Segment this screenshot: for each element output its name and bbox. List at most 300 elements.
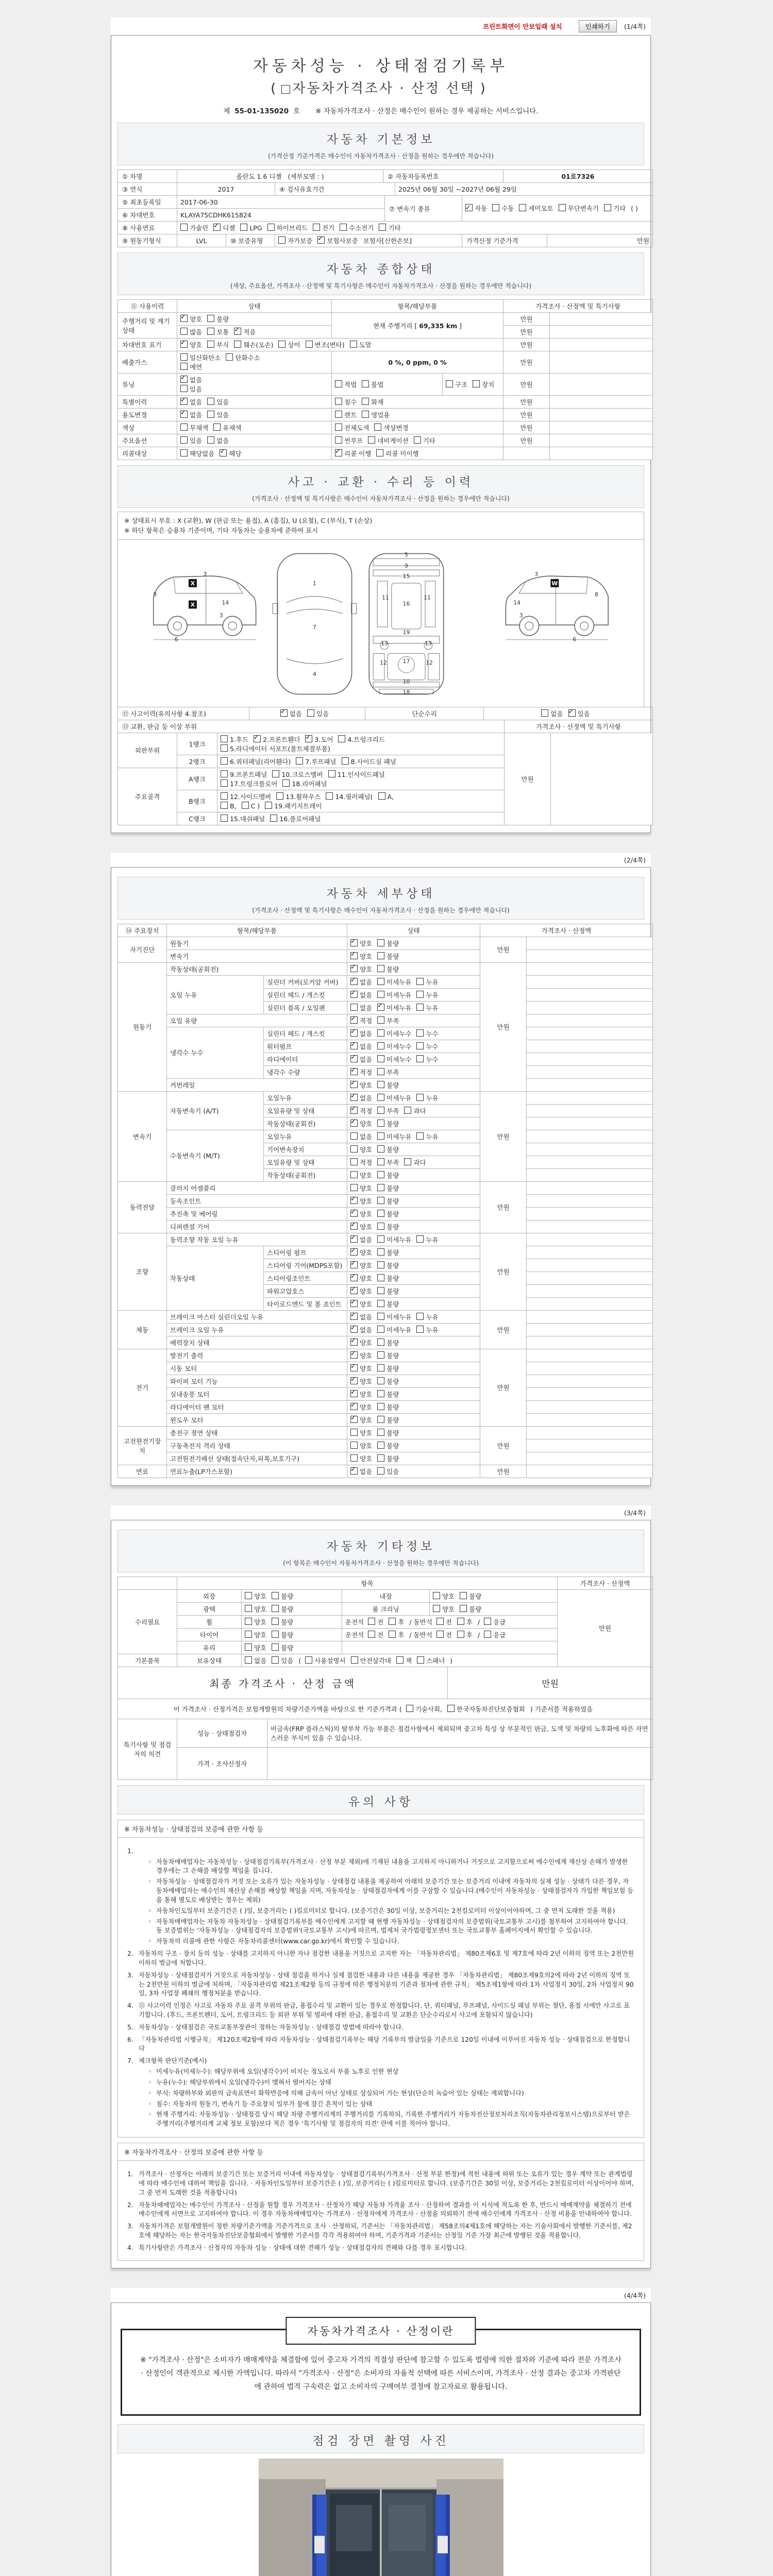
checkbox-전기[interactable] [313, 224, 320, 231]
checkbox-후[interactable] [457, 1631, 464, 1638]
checkbox-양호[interactable] [350, 1390, 358, 1397]
checkbox-영업용[interactable] [362, 411, 369, 418]
vin: KLAYA75CDHK615824 [177, 209, 385, 222]
checkbox-있음[interactable] [307, 709, 314, 717]
checkbox-자가보증[interactable] [278, 236, 285, 244]
checkbox-무채색[interactable] [180, 423, 188, 431]
checkbox-없음[interactable] [245, 1656, 252, 1664]
price-unit: 만원 [480, 1181, 527, 1233]
checkbox-부족[interactable] [377, 1016, 384, 1024]
checkbox-없음[interactable] [350, 1029, 358, 1037]
checkbox-후[interactable] [389, 1631, 396, 1638]
car-diagram-svg [144, 544, 618, 703]
amount-cell [527, 1117, 653, 1130]
checkbox-label: 2.프론트휀더 [263, 735, 300, 743]
checkbox-label: 10.크로스멤버 [281, 770, 323, 778]
checkbox-전[interactable] [436, 1631, 444, 1638]
checkbox-양호[interactable] [350, 1184, 358, 1191]
checkbox-도말[interactable] [350, 341, 357, 348]
current-mileage: 현재 주행거리 [ 69,335 km ] [332, 313, 503, 338]
checkbox-불량[interactable] [377, 1197, 384, 1204]
checkbox-불량[interactable] [272, 1643, 279, 1651]
checkbox-label: 불량 [386, 1248, 399, 1257]
checkbox-없음[interactable] [207, 436, 214, 444]
checkbox-양호[interactable] [350, 952, 358, 959]
checkbox-일산화탄소[interactable] [180, 353, 188, 361]
checkbox-없음[interactable] [350, 1042, 358, 1049]
checkbox-과다[interactable] [404, 1158, 411, 1165]
state-options [347, 1297, 480, 1310]
checkbox-label: 한국자동차진단보증협회 [457, 1705, 525, 1713]
checkbox-양호[interactable] [245, 1618, 252, 1625]
checkbox-한국자동차진단보증협회[interactable] [447, 1705, 455, 1712]
checkbox-리콜 이행[interactable] [335, 449, 342, 456]
checkbox-기타[interactable] [414, 436, 421, 444]
checkbox-누유[interactable] [416, 1326, 424, 1333]
checkbox-11.인사이드패널[interactable] [328, 770, 335, 777]
checkbox-있음[interactable] [207, 411, 214, 418]
checkbox-후[interactable] [389, 1618, 396, 1625]
checkbox-부식[interactable] [207, 341, 214, 348]
checkbox-양호[interactable] [350, 1274, 358, 1281]
checkbox-미세누유[interactable] [377, 1094, 384, 1101]
checkbox-유채색[interactable] [213, 423, 221, 431]
checkbox-기타[interactable] [379, 224, 386, 231]
checkbox-양호[interactable] [350, 1416, 358, 1423]
fuel-options [177, 222, 653, 234]
checkbox-누유[interactable] [416, 1313, 424, 1320]
checkbox-없음[interactable] [350, 1132, 358, 1140]
sub-item-label: 실린더 블록 / 오일팬 [264, 1001, 347, 1014]
checkbox-2.프론트휀더[interactable] [254, 735, 261, 742]
checkbox-14.필러패널([interactable] [326, 792, 333, 800]
checkbox-스패너[interactable] [417, 1656, 424, 1664]
checkbox-보통[interactable] [207, 328, 214, 335]
checkbox-양호[interactable] [350, 1377, 358, 1384]
checkbox-label: 양호 [360, 1261, 373, 1269]
checkbox-양호[interactable] [350, 1454, 358, 1462]
checkbox-불량[interactable] [272, 1618, 279, 1625]
checkbox-불량[interactable] [272, 1605, 279, 1612]
checkbox-label: 응급 [493, 1631, 506, 1639]
amount-cell [527, 937, 653, 950]
checkbox-양호[interactable] [350, 939, 358, 946]
checkbox-불량[interactable] [377, 1390, 384, 1397]
checkbox-양호[interactable] [350, 1261, 358, 1268]
checkbox-양호[interactable] [180, 315, 188, 322]
checkbox-불량[interactable] [377, 1248, 384, 1256]
checkbox-가솔린[interactable] [180, 224, 188, 231]
checkbox-미세누유[interactable] [377, 1235, 384, 1243]
checkbox-없음[interactable] [350, 991, 358, 998]
checkbox-불량[interactable] [207, 315, 214, 322]
checkbox-후[interactable] [457, 1618, 464, 1625]
checkbox-누유[interactable] [416, 991, 424, 998]
checkbox-자동차가격조사 · 산정 선택[interactable] [281, 85, 290, 94]
item-label: 배력장치 상태 [167, 1336, 347, 1349]
checkbox-안전삼각대[interactable] [351, 1656, 358, 1664]
checkbox-없음[interactable] [180, 411, 188, 418]
checkbox-양호[interactable] [350, 1364, 358, 1371]
checkbox-불량[interactable] [272, 1592, 279, 1599]
checkbox-불량[interactable] [377, 1261, 384, 1268]
checkbox-수소전기[interactable] [340, 224, 347, 231]
checkbox-label: 후 [466, 1631, 473, 1639]
checkbox-적정[interactable] [350, 1158, 358, 1165]
note-item: 7. 체크항목 판단기준(예시) [127, 2057, 207, 2065]
checkbox-불량[interactable] [377, 952, 384, 959]
checkbox-장치[interactable] [473, 380, 480, 387]
checkbox-양호[interactable] [350, 1081, 358, 1088]
state-options [347, 1143, 480, 1156]
checkbox-적정[interactable] [350, 1068, 358, 1075]
panel-number: 12 [380, 659, 387, 666]
checkbox-양호[interactable] [350, 1120, 358, 1127]
checkbox-부족[interactable] [377, 1068, 384, 1075]
checkbox-없음[interactable] [350, 1326, 358, 1333]
checkbox-label: 없음 [360, 1029, 373, 1038]
detail-row [118, 1181, 653, 1194]
checkbox-부족[interactable] [377, 1158, 384, 1165]
checkbox-16.플로어패널[interactable] [270, 815, 277, 822]
checkbox-불량[interactable] [377, 1364, 384, 1371]
checkbox-label: 후 [398, 1631, 405, 1639]
checkbox-수동[interactable] [492, 204, 499, 211]
checkbox-label: 미세누유 [386, 1094, 412, 1102]
checkbox-있음[interactable] [568, 709, 576, 717]
checkbox-기타[interactable] [604, 204, 611, 211]
checkbox-5.라디에이터 서포트(볼트체결부품)[interactable] [221, 744, 228, 752]
checkbox-없음[interactable] [350, 1094, 358, 1101]
checkbox-미세누유[interactable] [377, 1326, 384, 1333]
checkbox-보험사보증[interactable] [317, 236, 325, 244]
checkbox-label: 16.플로어패널 [279, 815, 321, 823]
checkbox-미세누수[interactable] [377, 1029, 384, 1037]
checkbox-양호[interactable] [245, 1631, 252, 1638]
checkbox-없음[interactable] [541, 709, 548, 717]
checkbox-18.리어패널[interactable] [282, 779, 290, 787]
checkbox-누유[interactable] [416, 1004, 424, 1011]
checkbox-없음[interactable] [350, 1313, 358, 1320]
checkbox-없음[interactable] [180, 376, 188, 383]
checkbox-C )[interactable] [242, 802, 249, 809]
checkbox-label: 불량 [386, 1338, 399, 1347]
checkbox-탄화수소[interactable] [226, 353, 233, 361]
checkbox-미세누유[interactable] [377, 1132, 384, 1140]
checkbox-없음[interactable] [280, 709, 288, 717]
checkbox-label: 불량 [216, 315, 229, 323]
print-button[interactable]: 인쇄하기 [579, 20, 617, 32]
checkbox-불량[interactable] [377, 1403, 384, 1410]
checkbox-없음[interactable] [180, 398, 188, 405]
checkbox-양호[interactable] [350, 1338, 358, 1346]
panel-number: 8 [153, 591, 157, 598]
state-options [347, 1336, 480, 1349]
amount-cell [527, 1272, 653, 1284]
checkbox-자동[interactable] [465, 204, 473, 211]
checkbox-양호[interactable] [245, 1643, 252, 1651]
checkbox-훼손(오손)[interactable] [234, 341, 241, 348]
checkbox-화재[interactable] [362, 398, 369, 405]
detail-row [118, 1375, 653, 1387]
checkbox-label: 양호 [254, 1592, 267, 1600]
panel-number: 10 [402, 678, 410, 685]
checkbox-누유[interactable] [416, 1132, 424, 1140]
checkbox-누유[interactable] [416, 1235, 424, 1243]
checkbox-불량[interactable] [377, 1145, 384, 1153]
checkbox-label: 누수 [426, 1055, 439, 1063]
checkbox-잭[interactable] [396, 1656, 404, 1664]
checkbox-label: 불량 [386, 1171, 399, 1179]
checkbox-미세누수[interactable] [377, 1042, 384, 1049]
checkbox-양호[interactable] [350, 965, 358, 972]
checkbox-없음[interactable] [350, 978, 358, 985]
checkbox-13.휠하우스[interactable] [276, 792, 283, 800]
checkbox-7.루프패널[interactable] [296, 757, 303, 765]
checkbox-A,[interactable] [378, 792, 385, 800]
checkbox-불량[interactable] [377, 1377, 384, 1384]
checkbox-썬루프[interactable] [335, 436, 342, 444]
checkbox-LPG[interactable] [240, 224, 247, 231]
inspection-valid-period: 2025년 06월 30일 ~2027년 06월 29일 [395, 183, 653, 196]
checkbox-응급[interactable] [484, 1618, 491, 1625]
checkbox-미세누유[interactable] [377, 991, 384, 998]
checkbox-적정[interactable] [350, 1107, 358, 1114]
checkbox-15.대쉬패널[interactable] [221, 815, 228, 822]
checkbox-8.사이드실 패널[interactable] [342, 757, 349, 765]
amount-cell [527, 1336, 653, 1349]
checkbox-양호[interactable] [350, 1287, 358, 1294]
detail-row [118, 1130, 653, 1143]
checkbox-label: 양호 [360, 1390, 373, 1398]
amount-cell [527, 1349, 653, 1362]
checkbox-양호[interactable] [350, 1442, 358, 1449]
checkbox-10.크로스멤버[interactable] [272, 770, 279, 777]
checkbox-적법[interactable] [335, 380, 342, 387]
checkbox-label: 하이브리드 [276, 224, 308, 232]
checkbox-해당[interactable] [220, 449, 227, 456]
amount-cell [527, 1156, 653, 1168]
checkbox-양호[interactable] [350, 1145, 358, 1153]
checkbox-불량[interactable] [377, 1223, 384, 1230]
checkbox-미세누수[interactable] [377, 1055, 384, 1062]
checkbox-양호[interactable] [245, 1605, 252, 1612]
checkbox-응급[interactable] [484, 1631, 491, 1638]
checkbox-미세누유[interactable] [377, 1004, 384, 1011]
checkbox-불량[interactable] [377, 939, 384, 946]
checkbox-불량[interactable] [377, 1274, 384, 1281]
checkbox-양호[interactable] [350, 1210, 358, 1217]
checkbox-없음[interactable] [350, 1235, 358, 1243]
amount-cell [527, 1310, 653, 1323]
checkbox-label: 양호 [360, 1364, 373, 1372]
checkbox-label: 사용설명서 [314, 1656, 346, 1665]
checkbox-전[interactable] [368, 1631, 375, 1638]
checkbox-세미오토[interactable] [519, 204, 526, 211]
checkbox-불량[interactable] [272, 1631, 279, 1638]
checkbox-label: 17.트렁크플로어 [230, 779, 278, 788]
sub-item-label: 작동상태(공회전) [264, 1168, 347, 1181]
checkbox-양호[interactable] [433, 1592, 440, 1599]
checkbox-불량[interactable] [377, 1120, 384, 1127]
checkbox-색상변경[interactable] [374, 423, 381, 431]
page-2 [111, 867, 651, 1486]
checkbox-1.후드[interactable] [221, 735, 228, 742]
checkbox-있음[interactable] [377, 1467, 384, 1475]
checkbox-있음[interactable] [272, 1656, 279, 1664]
checkbox-구조[interactable] [446, 380, 453, 387]
checkbox-불량[interactable] [377, 1351, 384, 1359]
sub-item-label: 오일누유 [264, 1091, 347, 1104]
checkbox-누수[interactable] [416, 1042, 424, 1049]
checkbox-누수[interactable] [416, 1055, 424, 1062]
checkbox-불량[interactable] [377, 1210, 384, 1217]
amount-cell [527, 1181, 653, 1194]
checkbox-label: 누수 [426, 1029, 439, 1038]
checkbox-네비게이션[interactable] [368, 436, 375, 444]
checkbox-불량[interactable] [377, 1416, 384, 1423]
checkbox-변조(변타)[interactable] [306, 341, 313, 348]
checkbox-label: 불량 [386, 1223, 399, 1231]
option-text: / [477, 1631, 480, 1639]
checkbox-label: 응급 [493, 1618, 506, 1626]
checkbox-19.패키지트레이[interactable] [265, 802, 272, 809]
checkbox-해당없음[interactable] [180, 449, 188, 456]
option-text: 보험사[신한손보] [363, 237, 412, 245]
checkbox-있음[interactable] [180, 436, 188, 444]
checkbox-누수[interactable] [416, 1029, 424, 1037]
checkbox-누유[interactable] [416, 1094, 424, 1101]
checkbox-label: 없음 [190, 398, 203, 406]
checkbox-불량[interactable] [377, 1338, 384, 1346]
checkbox-양호[interactable] [350, 1223, 358, 1230]
amount-cell [527, 1439, 653, 1452]
checkbox-label: 자동 [475, 204, 488, 212]
checkbox-9.프론트패널[interactable] [221, 770, 228, 777]
checkbox-label: 양호 [190, 341, 203, 349]
checkbox-미세누유[interactable] [377, 978, 384, 985]
sub-item-label: 오일누유 [264, 1130, 347, 1143]
checkbox-양호[interactable] [350, 1429, 358, 1436]
checkbox-label: 양호 [442, 1605, 455, 1613]
checkbox-12.사이드멤버[interactable] [221, 792, 228, 800]
checkbox-있음[interactable] [207, 398, 214, 405]
checkbox-많음[interactable] [180, 328, 188, 335]
checkbox-디젤[interactable] [213, 224, 221, 231]
checkbox-불량[interactable] [377, 1184, 384, 1191]
checkbox-사용설명서[interactable] [305, 1656, 312, 1664]
checkbox-label: 양호 [360, 1454, 373, 1463]
checkbox-불량[interactable] [377, 1429, 384, 1436]
checkbox-양호[interactable] [245, 1592, 252, 1599]
checkbox-17.트렁크플로어[interactable] [221, 779, 228, 787]
checkbox-무단변속기[interactable] [559, 204, 566, 211]
checkbox-불량[interactable] [377, 1171, 384, 1178]
checkbox-매연[interactable] [180, 363, 188, 370]
checkbox-적정[interactable] [350, 1016, 358, 1024]
checkbox-label: 부족 [386, 1016, 399, 1025]
checkbox-침수[interactable] [335, 398, 342, 405]
note-bullet: ◦ 자동차인도일부터 보증기간은 ( )일, 보증거리는 ( )킬로미터로 합니다. (보증기간은 30일 이상, 보증거리는 2천킬로미터 이상이어야하며, 그 중 먼저 도래한 것을 적용) [148, 1907, 615, 1914]
checkbox-전[interactable] [368, 1618, 375, 1625]
model-year: 2017 [177, 183, 275, 196]
checkbox-label: 양호 [360, 1223, 373, 1231]
accident-history-row: ⑫ 사고이력(유의사항 4.참조) ✓ 없음 있음 단순수리 없음 ✓ 있음 [117, 707, 653, 720]
checkbox-양호[interactable] [350, 1197, 358, 1204]
detail-row [118, 1336, 653, 1349]
detail-row [118, 1014, 653, 1027]
checkbox-미세누유[interactable] [377, 1313, 384, 1320]
checkbox-없음[interactable] [350, 1004, 358, 1011]
checkbox-양호[interactable] [350, 1171, 358, 1178]
checkbox-불량[interactable] [377, 965, 384, 972]
state-options [347, 1091, 480, 1104]
checkbox-불량[interactable] [377, 1442, 384, 1449]
checkbox-없음[interactable] [350, 1055, 358, 1062]
checkbox-불량[interactable] [377, 1081, 384, 1088]
checkbox-양호[interactable] [180, 341, 188, 348]
state-options [347, 1426, 480, 1439]
panel-number: 7 [312, 623, 316, 631]
checkbox-label: 화재 [371, 398, 384, 406]
checkbox-양호[interactable] [350, 1351, 358, 1359]
checkbox-label: 색상변경 [383, 424, 409, 432]
basic-row6: ⑨ 원동기형식 LVL ⑩ 보증유형 자가보증 ✓ 보험사보증 보험사[신한손보] 가격산정 기준가격 만원 [117, 234, 653, 247]
detail-row [118, 1194, 653, 1207]
sub-item-label: 타이로드엔드 및 볼 죠인트 [264, 1297, 347, 1310]
checkbox-리콜 미이행[interactable] [376, 449, 383, 456]
checkbox-불량[interactable] [460, 1592, 467, 1599]
note-item: 6. 「자동차관리법 시행규칙」 제120조제2항에 따라 자동차성능 · 상태점검기록부는 해당 기록부의 발급일을 기준으로 120일 이내에 이루어진 자동차 성능 · 상태점검으로 한정합니다 [127, 2036, 630, 2053]
notes1-heading: ※ 자동차성능 · 상태점검의 보증에 관한 사항 등 [117, 1820, 644, 1838]
group-label: 자기진단 [118, 937, 167, 962]
checkbox-기술사회,[interactable] [406, 1705, 413, 1712]
checkbox-불량[interactable] [377, 1287, 384, 1294]
checkbox-부족[interactable] [377, 1107, 384, 1114]
checkbox-3.도어[interactable] [305, 735, 312, 742]
checkbox-label: 전 [445, 1618, 452, 1626]
checkbox-전[interactable] [436, 1618, 444, 1625]
checkbox-label: 불량 [386, 1145, 399, 1154]
checkbox-양호[interactable] [350, 1300, 358, 1307]
checkbox-없음[interactable] [350, 1467, 358, 1475]
checkbox-양호[interactable] [350, 1248, 358, 1256]
checkbox-양호[interactable] [433, 1605, 440, 1612]
checkbox-상이[interactable] [278, 341, 285, 348]
checkbox-과다[interactable] [404, 1107, 411, 1114]
checkbox-양호[interactable] [350, 1403, 358, 1410]
checkbox-하이브리드[interactable] [267, 224, 275, 231]
checkbox-전체도색[interactable] [335, 423, 342, 431]
checkbox-있음[interactable] [180, 385, 188, 392]
damage-mark-X: X [190, 580, 195, 587]
checkbox-label: 세미오토 [528, 204, 553, 212]
panel-number: 1 [312, 580, 316, 587]
note-item: 4. ⑫ 사고이력 인정은 사고로 자동차 주요 골격 부위의 판금, 용접수리 및 교환이 있는 경우로 한정합니다. 단, 쿼터패널, 루프패널, 사이드실 패널 부위는 절단, 용접 시에만 사고로 표기합니다. (후드, 프론트펜더, 도어, 트렁크리드 등 외판 부위 및 범퍼에 대한 판금, 용접수리 및 교환은 단순수리로서 사고에 포함되지 않습니다) [127, 2002, 630, 2019]
checkbox-불량[interactable] [377, 1300, 384, 1307]
checkbox-렌트[interactable] [335, 411, 342, 418]
checkbox-누유[interactable] [416, 978, 424, 985]
checkbox-불법[interactable] [362, 380, 369, 387]
checkbox-불량[interactable] [377, 1454, 384, 1462]
checkbox-B,[interactable] [221, 802, 228, 809]
checkbox-4.트렁크리드[interactable] [338, 735, 345, 742]
checkbox-label: 양호 [360, 1145, 373, 1154]
checkbox-불량[interactable] [460, 1605, 467, 1612]
checkbox-6.쿼터패널(리어휀다)[interactable] [221, 757, 228, 765]
checkbox-적음[interactable] [234, 328, 241, 335]
checkbox-label: 없음 [360, 1004, 373, 1012]
